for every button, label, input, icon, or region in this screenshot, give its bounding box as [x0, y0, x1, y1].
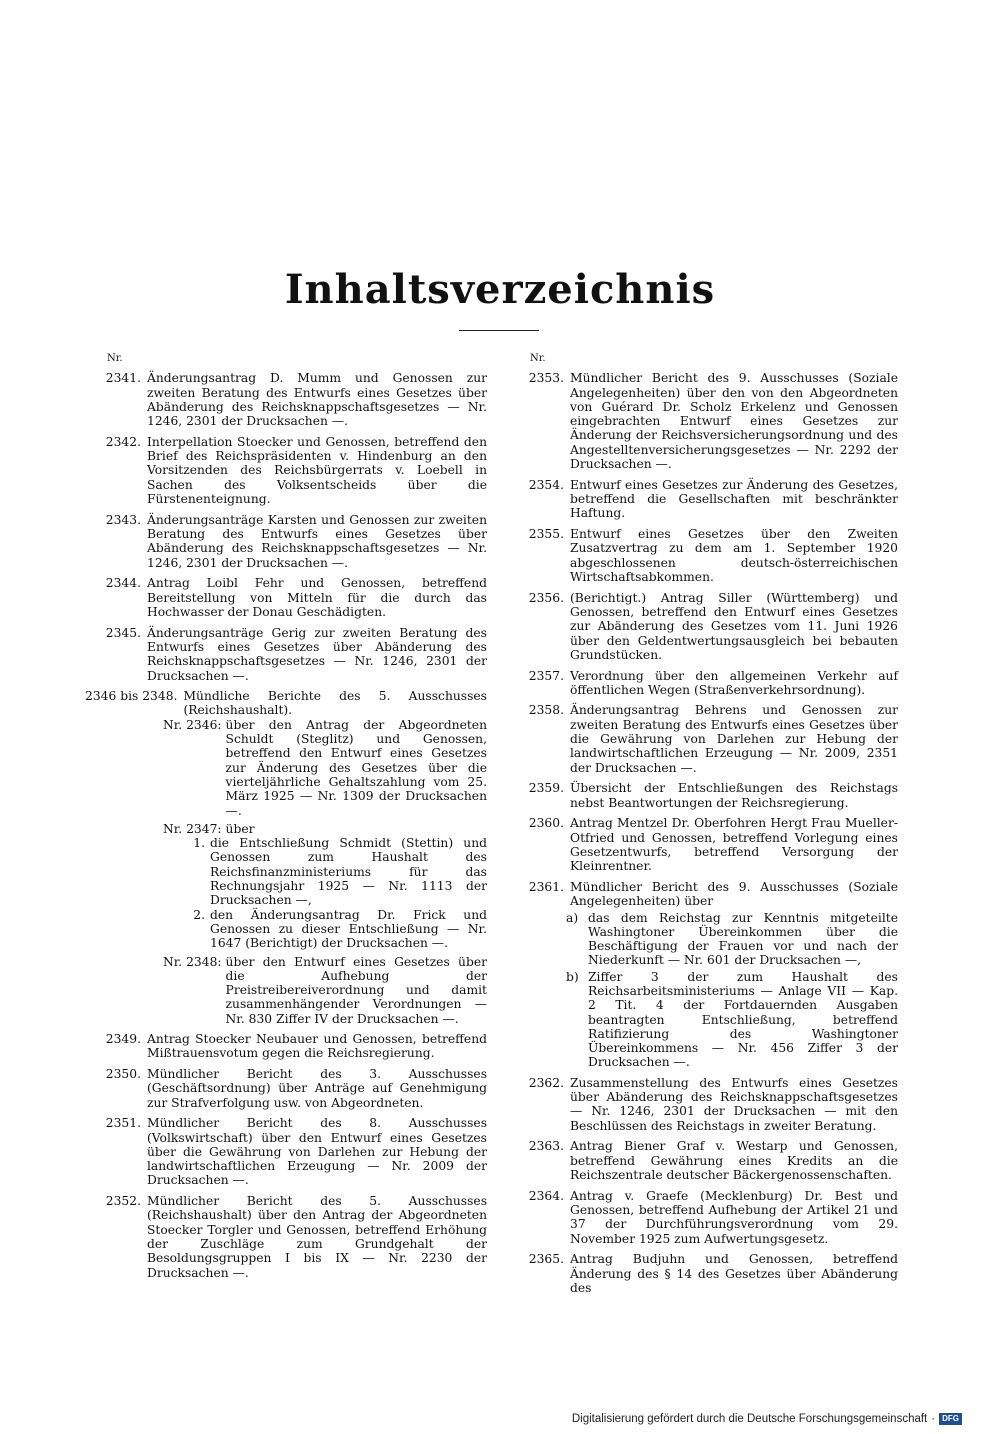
toc-entry-2351	[85, 1116, 487, 1187]
entry-number: 2356.	[528, 590, 564, 605]
entry-heading	[508, 880, 898, 909]
item-label: a)	[566, 910, 579, 925]
toc-entry-2363	[508, 1139, 898, 1182]
entry-text: Antrag v. Graefe (Mecklenburg) Dr. Best und Genossen, betreffend Aufhebung der Artikel 21 und 37 der Durchführungsverordnung vom 29. November 1925 zum Aufwertungsgesetz.	[570, 1188, 898, 1246]
sub-entry-number: Nr. 2347:	[163, 821, 222, 836]
item-label: b)	[566, 969, 579, 984]
toc-entry-2344	[85, 576, 487, 619]
entry-number: 2359.	[528, 781, 564, 796]
entry-number: 2362.	[528, 1075, 564, 1090]
entry-number: 2342.	[105, 434, 141, 449]
page-title: Inhaltsverzeichnis	[284, 266, 716, 313]
title-divider	[459, 330, 539, 331]
entry-text: Antrag Loibl Fehr und Genossen, betreffend Bereitstellung von Mitteln für die durch das Hochwasser der Donau Geschädigten.	[147, 576, 487, 619]
entry-text: Übersicht der Entschließungen des Reichstags nebst Beantwortungen der Reichsregierung.	[570, 781, 898, 810]
sub-entry-2346	[163, 718, 487, 818]
sub-item-1	[185, 836, 487, 907]
toc-entry-2350	[85, 1067, 487, 1110]
sub-entry-text: über den Entwurf eines Gesetzes über die Aufhebung der Preistreibereiverordnung und damit zusammenhängender Verordnungen — Nr. 830 Ziffer IV der Drucksachen —.	[225, 954, 487, 1026]
toc-entry-2341	[85, 371, 487, 428]
entry-number: 2360.	[528, 816, 564, 831]
toc-entry-2361	[508, 880, 898, 1070]
entry-text: Antrag Stoecker Neubauer und Genossen, betreffend Mißtrauensvotum gegen die Reichsregierung.	[147, 1032, 487, 1061]
toc-entry-2355	[508, 527, 898, 584]
nr-heading-left: Nr.	[107, 353, 123, 364]
toc-entry-2349	[85, 1032, 487, 1061]
entry-number: 2357.	[528, 668, 564, 683]
entry-number: 2358.	[528, 703, 564, 718]
toc-entry-2365	[508, 1252, 898, 1295]
sub-entry-2348	[163, 955, 487, 1026]
sub-entry-number: Nr. 2348:	[163, 954, 222, 969]
entry-text: Antrag Budjuhn und Genossen, betreffend Änderung des § 14 des Gesetzes über Abänderung des	[570, 1252, 898, 1295]
entry-number: 2344.	[105, 576, 141, 591]
entry-text: Mündlicher Bericht des 3. Ausschusses (Geschäftsordnung) über Anträge auf Genehmigung zur Strafverfolgung usw. von Abgeordneten.	[147, 1067, 487, 1110]
item-text: den Änderungsantrag Dr. Frick und Genossen zu dieser Entschließung — Nr. 1647 (Berichtigt) der Drucksachen —.	[210, 907, 487, 951]
right-column	[508, 352, 898, 1302]
entry-text: Verordnung über den allgemeinen Verkehr auf öffentlichen Wegen (Straßenverkehrsordnung).	[570, 668, 898, 697]
entry-number: 2354.	[528, 477, 564, 492]
nr-heading-right: Nr.	[530, 353, 546, 364]
toc-entry-2358	[508, 703, 898, 774]
digitization-credit	[572, 1413, 962, 1425]
sub-item-2	[185, 908, 487, 951]
toc-entry-2362	[508, 1076, 898, 1133]
sub-item-a	[566, 911, 898, 968]
entry-heading	[85, 689, 487, 718]
entry-text: Änderungsantrag Behrens und Genossen zur zweiten Beratung des Entwurfs eines Gesetzes über die Gewährung von Darlehen zur Hebung der landwirtschaftlichen Erzeugung — Nr. 2009, 2351 der Drucksachen —.	[570, 703, 898, 775]
entry-number: 2343.	[105, 512, 141, 527]
toc-entry-2356	[508, 591, 898, 662]
entry-text: Mündliche Berichte des 5. Ausschusses (Reichshaushalt).	[183, 689, 487, 718]
entry-text: Änderungsanträge Gerig zur zweiten Beratung des Entwurfs eines Gesetzes über Abänderung des Reichsknappschaftsgesetzes — Nr. 1246, 2301 der Drucksachen —.	[147, 625, 487, 683]
toc-entry-2342	[85, 435, 487, 506]
sub-entry-number: Nr. 2346:	[163, 717, 222, 732]
entry-text: Zusammenstellung des Entwurfs eines Gesetzes über Abänderung des Reichsknappschaftsgesetzes — Nr. 1246, 2301 der Drucksachen — mit den Beschlüssen des Reichstags in zweiter Beratung.	[570, 1075, 898, 1133]
toc-entry-2357	[508, 669, 898, 698]
toc-entry-2343	[85, 513, 487, 570]
sub-item-b	[566, 970, 898, 1070]
entry-text: Mündlicher Bericht des 8. Ausschusses (Volkswirtschaft) über den Entwurf eines Gesetzes über die Gewährung von Darlehen zur Hebung der landwirtschaftlichen Erzeugung — Nr. 2009 der Drucksachen —.	[147, 1116, 487, 1188]
entry-text: Entwurf eines Gesetzes zur Änderung des Gesetzes, betreffend die Gesellschaften mit beschränkter Haftung.	[570, 477, 898, 521]
entry-number: 2346 bis 2348.	[85, 689, 178, 704]
item-text: die Entschließung Schmidt (Stettin) und Genossen zum Haushalt des Reichsfinanzministeriums für das Rechnungsjahr 1925 — Nr. 1113 der Drucksachen —,	[210, 836, 487, 908]
toc-entry-2354	[508, 478, 898, 521]
entry-text: Änderungsantrag D. Mumm und Genossen zur zweiten Beratung des Entwurfs eines Gesetzes über Abänderung des Reichsknappschaftsgesetzes — Nr. 1246, 2301 der Drucksachen —.	[147, 371, 487, 429]
entry-number: 2349.	[105, 1032, 141, 1047]
item-text: Ziffer 3 der zum Haushalt des Reichsarbeitsministeriums — Anlage VII — Kap. 2 Tit. 4 der Fortdauernden Ausgaben beantragten Entschließung, betreffend Ratifizierung des Washingtoner Übereinkommens — Nr. 456 Ziffer 3 der Drucksachen —.	[588, 969, 898, 1070]
entry-text: Interpellation Stoecker und Genossen, betreffend den Brief des Reichspräsidenten v. Hindenburg an den Vorsitzenden des Reichsbürgerrats v. Loebell in Sachen des Volksentscheids über die Fürstenenteignung.	[147, 434, 487, 507]
credit-text: Digitalisierung gefördert durch die Deutsche Forschungsgemeinschaft	[571, 1413, 928, 1425]
toc-entry-2346-2348	[85, 689, 487, 1026]
item-label: 1.	[193, 836, 205, 851]
item-text: das dem Reichstag zur Kenntnis mitgeteilte Washingtoner Übereinkommen über die Beschäftigung der Frauen vor und nach der Niederkunft — Nr. 601 der Drucksachen —,	[588, 910, 898, 968]
toc-entry-2345	[85, 626, 487, 683]
sub-entry-2347	[163, 822, 487, 836]
entry-text: Antrag Mentzel Dr. Oberfohren Hergt Frau Mueller-Otfried und Genossen, betreffend Vorlegung eines Gesetzentwurfs, betreffend Versorgung der Kleinrentner.	[570, 816, 898, 874]
entry-text: Mündlicher Bericht des 9. Ausschusses (Soziale Angelegenheiten) über	[570, 879, 898, 909]
entry-text: Entwurf eines Gesetzes über den Zweiten Zusatzvertrag zu dem am 1. September 1920 abgeschlossenen deutsch-österreichischen Wirtschaftsabkommen.	[570, 527, 898, 584]
entry-number: 2361.	[528, 879, 564, 894]
entry-number: 2352.	[105, 1194, 141, 1209]
toc-entry-2352	[85, 1194, 487, 1280]
entry-number: 2341.	[105, 371, 141, 386]
credit-separator: ·	[931, 1413, 936, 1425]
entry-text: Änderungsanträge Karsten und Genossen zur zweiten Beratung des Entwurfs eines Gesetzes über Abänderung des Reichsknappschaftsgesetzes — Nr. 1246, 2301 der Drucksachen —.	[147, 512, 487, 570]
sub-entry-text: über den Antrag der Abgeordneten Schuldt (Steglitz) und Genossen, betreffend den Entwurf eines Gesetzes zur Änderung des Gesetzes über die vierteljährliche Gehaltszahlung vom 25. März 1925 — Nr. 1309 der Drucksachen —.	[225, 717, 487, 818]
entry-number: 2365.	[528, 1252, 564, 1267]
entry-number: 2351.	[105, 1116, 141, 1131]
entry-number: 2364.	[528, 1188, 564, 1203]
entry-number: 2355.	[528, 527, 564, 542]
entry-text: Mündlicher Bericht des 9. Ausschusses (Soziale Angelegenheiten) über den von den Abgeordneten von Guérard Dr. Scholz Erkelenz und Genossen eingebrachten Entwurf eines Gesetzes zur Änderung der Reichsversicherungsordnung und des Angestelltenversicherungsgesetzes — Nr. 2292 der Drucksachen —.	[570, 371, 898, 472]
entry-number: 2345.	[105, 625, 141, 640]
entry-text: Mündlicher Bericht des 5. Ausschusses (Reichshaushalt) über den Antrag der Abgeordneten Stoecker Torgler und Genossen, betreffend Erhöhung der Zuschläge zum Grundgehalt der Besoldungsgruppen I bis IX — Nr. 2230 der Drucksachen —.	[147, 1194, 487, 1280]
item-label: 2.	[193, 907, 205, 922]
entry-text: Antrag Biener Graf v. Westarp und Genossen, betreffend Gewährung eines Kredits an die Reichszentrale deutscher Bäckergenossenschaften.	[570, 1139, 898, 1182]
sub-entry-text: über	[225, 821, 255, 836]
entry-number: 2350.	[105, 1067, 141, 1081]
toc-entry-2353	[508, 371, 898, 471]
entry-number: 2363.	[528, 1139, 564, 1154]
toc-entry-2359	[508, 781, 898, 810]
left-column	[85, 352, 487, 1286]
toc-entry-2364	[508, 1189, 898, 1246]
entry-text: (Berichtigt.) Antrag Siller (Württemberg) und Genossen, betreffend den Entwurf eines Gesetzes zur Abänderung des Gesetzes vom 11. Juni 1926 über den Geldentwertungsausgleich bei bebauten Grundstücken.	[570, 590, 898, 662]
dfg-logo: DFG	[939, 1413, 962, 1425]
toc-entry-2360	[508, 816, 898, 873]
entry-number: 2353.	[528, 371, 564, 386]
